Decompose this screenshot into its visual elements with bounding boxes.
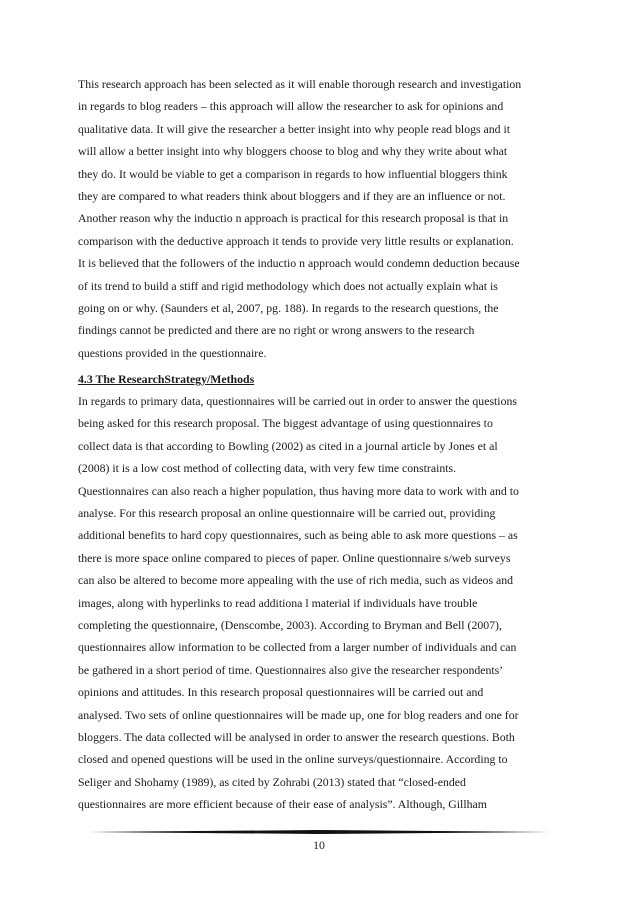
text-line: additional benefits to hard copy questionnaires, such as being able to ask more questions – as [78, 528, 518, 543]
text-line: analyse. For this research proposal an online questionnaire will be carried out, providing [78, 506, 496, 521]
text-line: bloggers. The data collected will be analysed in order to answer the research questions. Both [78, 729, 515, 744]
text-line: It is believed that the followers of the inductio n approach would condemn deduction because [78, 256, 520, 271]
paragraph-research-approach [78, 73, 568, 364]
text-line: Seliger and Shohamy (1989), as cited by Zohrabi (2013) stated that “closed-ended [78, 774, 466, 789]
text-line: they do. It would be viable to get a comparison in regards to how influential bloggers think [78, 166, 508, 181]
text-line: going on or why. (Saunders et al, 2007, pg. 188). In regards to the research questions, the [78, 300, 499, 315]
text-line: This research approach has been selected as it will enable thorough research and investigation [78, 77, 522, 91]
section-heading: 4.3 The ResearchStrategy/Methods [78, 372, 255, 387]
text-line: be gathered in a short period of time. Questionnaires also give the researcher respondents’ [78, 662, 504, 677]
text-line: qualitative data. It will give the researcher a better insight into why people read blogs and it [78, 121, 511, 136]
text-line: in regards to blog readers – this approach will allow the researcher to ask for opinions and [78, 99, 504, 114]
text-line: completing the questionnaire, (Denscombe, 2003). According to Bryman and Bell (2007), [78, 617, 502, 632]
text-line: images, along with hyperlinks to read additiona l material if individuals have trouble [78, 595, 478, 610]
footer-divider [88, 830, 550, 834]
text-line: there is more space online compared to pieces of paper. Online questionnaire s/web surveys [78, 550, 511, 565]
text-line: collect data is that according to Bowling (2002) as cited in a journal article by Jones et al [78, 438, 498, 453]
body-text [78, 73, 568, 816]
text-line: questionnaires are more efficient because of their ease of analysis”. Although, Gillham [78, 797, 487, 812]
text-line: findings cannot be predicted and there are no right or wrong answers to the research [78, 323, 475, 338]
text-line: will allow a better insight into why bloggers choose to blog and why they write about what [78, 144, 508, 159]
text-line: opinions and attitudes. In this research proposal questionnaires will be carried out and [78, 685, 484, 700]
text-line: Another reason why the inductio n approach is practical for this research proposal is that in [78, 211, 509, 226]
paragraph-research-strategy [78, 390, 568, 815]
text-line: questionnaires allow information to be collected from a larger number of individuals and can [78, 640, 517, 655]
text-line: of its trend to build a stiff and rigid methodology which does not actually explain what is [78, 278, 498, 293]
text-line: comparison with the deductive approach it tends to provide very little results or explanation. [78, 233, 514, 248]
text-line: they are compared to what readers think about bloggers and if they are an influence or not. [78, 188, 506, 203]
text-line: analysed. Two sets of online questionnaires will be made up, one for blog readers and one for [78, 707, 519, 722]
text-line: can also be altered to become more appealing with the use of rich media, such as videos and [78, 573, 514, 588]
text-line: questions provided in the questionnaire. [78, 345, 267, 360]
page-number: 10 [313, 838, 325, 852]
text-line: closed and opened questions will be used in the online surveys/questionnaire. According to [78, 752, 508, 767]
text-line: In regards to primary data, questionnaires will be carried out in order to answer the questions [78, 394, 517, 409]
text-line: (2008) it is a low cost method of collecting data, with very few time constraints. [78, 461, 457, 476]
text-line: being asked for this research proposal. The biggest advantage of using questionnaires to [78, 416, 493, 431]
text-line: Questionnaires can also reach a higher population, thus having more data to work with and to [78, 483, 519, 498]
